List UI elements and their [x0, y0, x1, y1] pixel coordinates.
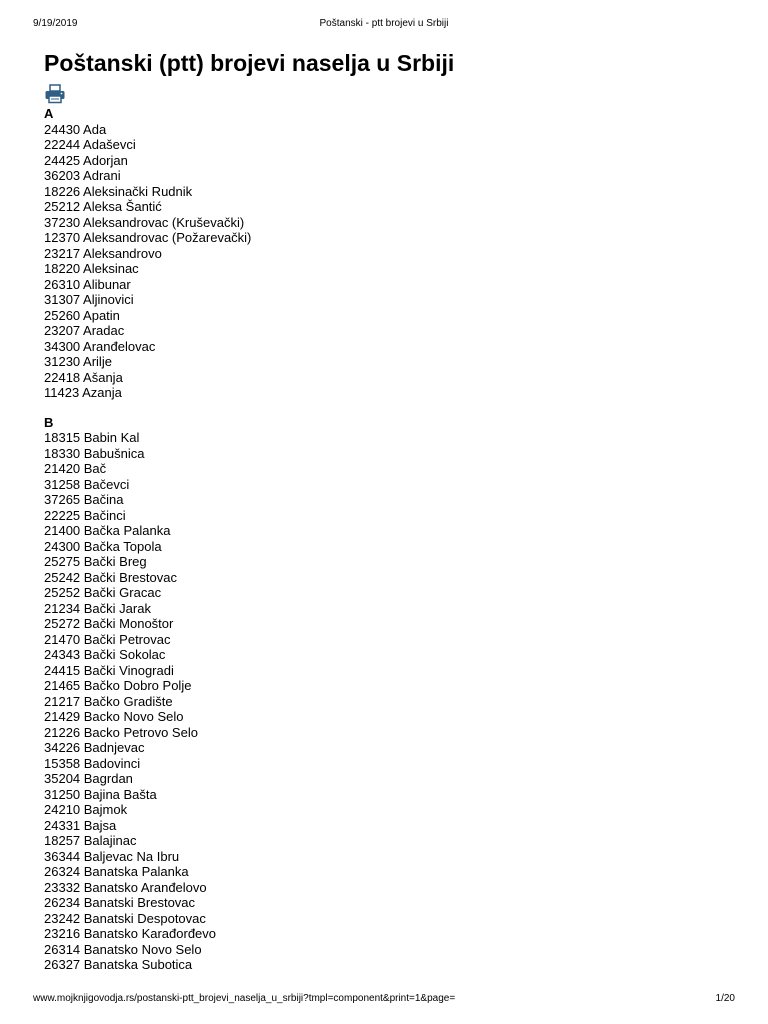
list-item: 18220 Aleksinac: [44, 261, 139, 276]
list-item: 24343 Bački Sokolac: [44, 647, 166, 662]
list-item: 22418 Ašanja: [44, 369, 123, 385]
list-item: 21400 Bačka Palanka: [44, 523, 171, 538]
print-button[interactable]: [44, 84, 66, 104]
list-item: 26327 Banatska Subotica: [44, 957, 193, 972]
page-number: 1/20: [715, 993, 735, 1004]
print-header: [33, 17, 735, 31]
list-item: 21465 Bačko Dobro Polje: [44, 678, 192, 693]
list-item: 21234 Bački Jarak: [44, 600, 151, 616]
list-item: 25272 Bački Monoštor: [44, 616, 174, 631]
list-item: 35204 Bagrdan: [44, 771, 133, 786]
list-item: 31250 Bajina Bašta: [44, 786, 157, 802]
list-item: 12370 Aleksandrovac (Požarevački): [44, 230, 252, 245]
document-title: Poštanski - ptt brojevi u Srbiji: [319, 18, 449, 29]
printer-icon: [44, 84, 66, 104]
list-item: 24300 Bačka Topola: [44, 538, 162, 554]
list-item: 25242 Bački Brestovac: [44, 569, 177, 585]
page-title: Poštanski (ptt) brojevi naselja u Srbiji: [44, 50, 455, 76]
letter-section: [44, 106, 738, 401]
list-item: 21470 Bački Petrovac: [44, 631, 171, 647]
list-item: 37230 Aleksandrovac (Kruševački): [44, 214, 245, 230]
list-item: 18330 Babušnica: [44, 445, 145, 461]
list-item: 21429 Backo Novo Selo: [44, 709, 184, 724]
page-url: www.mojknjigovodja.rs/postanski-ptt_brojevi_naselja_u_srbiji?tmpl=component&print=1&page=: [33, 993, 456, 1004]
list-item: 18226 Aleksinački Rudnik: [44, 183, 193, 199]
list-item: 26314 Banatsko Novo Selo: [44, 941, 202, 957]
list-item: 11423 Azanja: [44, 385, 122, 400]
list-item: 34300 Aranđelovac: [44, 338, 156, 354]
postal-code-sections: [44, 106, 738, 973]
list-item: 23216 Banatsko Karađorđevo: [44, 926, 217, 941]
list-item: 37265 Bačina: [44, 492, 124, 507]
section-letter: A: [44, 106, 54, 121]
list-item: 36203 Adrani: [44, 168, 121, 183]
list-item: 24430 Ada: [44, 121, 107, 137]
main-content: [44, 48, 738, 973]
section-letter: B: [44, 414, 54, 430]
list-item: 23217 Aleksandrovo: [44, 245, 162, 261]
list-item: 18257 Balajinac: [44, 833, 137, 848]
list-item: 25275 Bački Breg: [44, 554, 147, 569]
list-item: 24331 Bajsa: [44, 817, 117, 833]
list-item: 21217 Bačko Gradište: [44, 693, 173, 709]
letter-section: [44, 415, 738, 973]
list-item: 23242 Banatski Despotovac: [44, 910, 206, 926]
list-item: 24415 Bački Vinogradi: [44, 662, 174, 678]
list-item: 15358 Badovinci: [44, 755, 141, 771]
list-item: 24425 Adorjan: [44, 152, 128, 168]
list-item: 23207 Aradac: [44, 323, 125, 338]
list-item: 22244 Adaševci: [44, 137, 136, 152]
list-item: 25252 Bački Gracac: [44, 585, 162, 600]
list-item: 31307 Aljinovici: [44, 292, 134, 307]
list-item: 26324 Banatska Palanka: [44, 864, 189, 879]
list-item: 36344 Baljevac Na Ibru: [44, 848, 180, 864]
print-footer: [33, 992, 735, 1006]
place-list: [44, 430, 738, 973]
print-date: 9/19/2019: [33, 18, 78, 29]
list-item: 18315 Babin Kal: [44, 430, 140, 445]
list-item: 31258 Bačevci: [44, 476, 130, 492]
list-item: 21420 Bač: [44, 461, 107, 476]
list-item: 25212 Aleksa Šantić: [44, 199, 162, 214]
list-item: 31230 Arilje: [44, 354, 112, 369]
list-item: 22225 Bačinci: [44, 507, 126, 523]
list-item: 24210 Bajmok: [44, 802, 128, 817]
list-item: 21226 Backo Petrovo Selo: [44, 724, 198, 740]
list-item: 23332 Banatsko Aranđelovo: [44, 879, 207, 895]
list-item: 26234 Banatski Brestovac: [44, 895, 196, 910]
list-item: 34226 Badnjevac: [44, 740, 145, 755]
place-list: [44, 122, 738, 401]
list-item: 25260 Apatin: [44, 307, 120, 323]
list-item: 26310 Alibunar: [44, 276, 131, 292]
